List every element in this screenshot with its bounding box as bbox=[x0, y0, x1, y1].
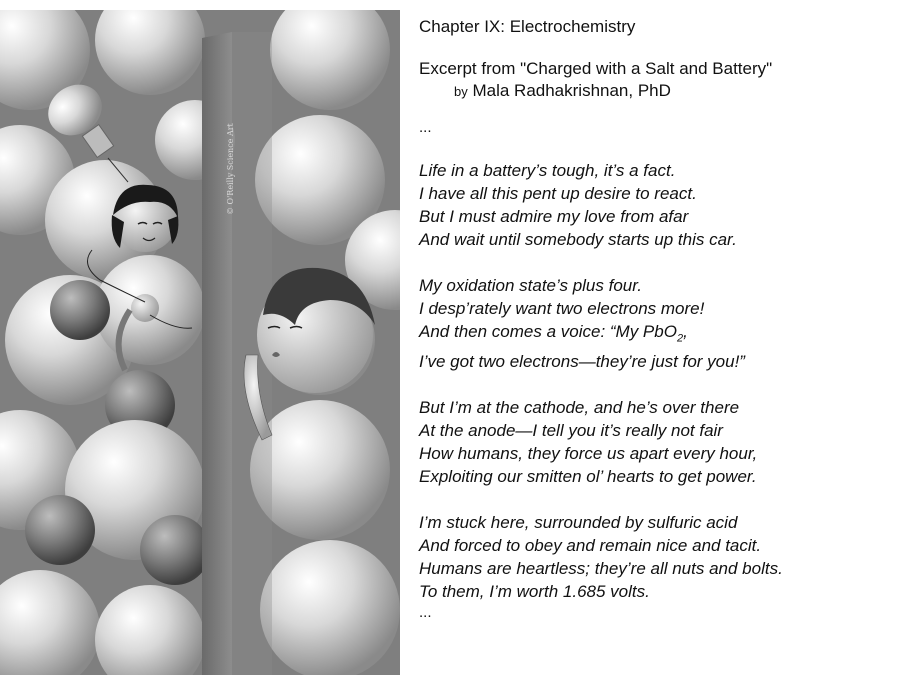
poem-line: But I must admire my love from afar bbox=[419, 207, 689, 226]
poem-line: I’m stuck here, surrounded by sulfuric acid bbox=[419, 513, 738, 533]
formula-suffix: , bbox=[683, 322, 688, 341]
poem-line: I’ve got two electrons—they’re just for you!” bbox=[419, 352, 745, 372]
stanza-1 bbox=[419, 159, 889, 251]
poem-line-formula bbox=[419, 320, 889, 350]
battery-illustration bbox=[0, 10, 400, 675]
text-panel bbox=[419, 16, 889, 623]
poem-line: How humans, they force us apart every hour, bbox=[419, 444, 758, 464]
poem-line: And wait until somebody starts up this car. bbox=[419, 230, 737, 249]
chapter-title: Chapter IX: Electrochemistry bbox=[419, 17, 636, 36]
poem-line: Exploiting our smitten ol’ hearts to get power. bbox=[419, 467, 757, 487]
stanza-3 bbox=[419, 396, 889, 488]
poem-line: Humans are heartless; they’re all nuts and bolts. bbox=[419, 559, 783, 579]
poem-line: I have all this pent up desire to react. bbox=[419, 184, 697, 203]
poem-line: But I’m at the cathode, and he’s over there bbox=[419, 398, 740, 418]
byline bbox=[454, 80, 889, 103]
poem bbox=[419, 159, 889, 623]
poem-line: To them, I’m worth 1.685 volts. bbox=[419, 582, 650, 602]
poem-line: Life in a battery’s tough, it’s a fact. bbox=[419, 161, 676, 180]
formula-prefix: And then comes a voice: “My PbO bbox=[419, 322, 677, 341]
illustration-credit: © O'Reilly Science Art bbox=[226, 123, 235, 215]
byline-prefix: by bbox=[454, 84, 468, 99]
ellipsis-bottom: ... bbox=[419, 604, 432, 622]
ellipsis-top: ... bbox=[419, 119, 432, 136]
poem-line: At the anode—I tell you it’s really not fair bbox=[419, 421, 723, 441]
author-name: Mala Radhakrishnan, PhD bbox=[472, 81, 671, 100]
excerpt-title: Excerpt from "Charged with a Salt and Battery" bbox=[419, 59, 773, 78]
stanza-4 bbox=[419, 511, 889, 623]
poem-line: My oxidation state’s plus four. bbox=[419, 276, 643, 295]
formula-subscript: 2 bbox=[676, 332, 684, 345]
poem-line: And forced to obey and remain nice and tacit. bbox=[419, 536, 762, 556]
stanza-2 bbox=[419, 274, 889, 373]
poem-line: I desp’rately want two electrons more! bbox=[419, 299, 705, 318]
